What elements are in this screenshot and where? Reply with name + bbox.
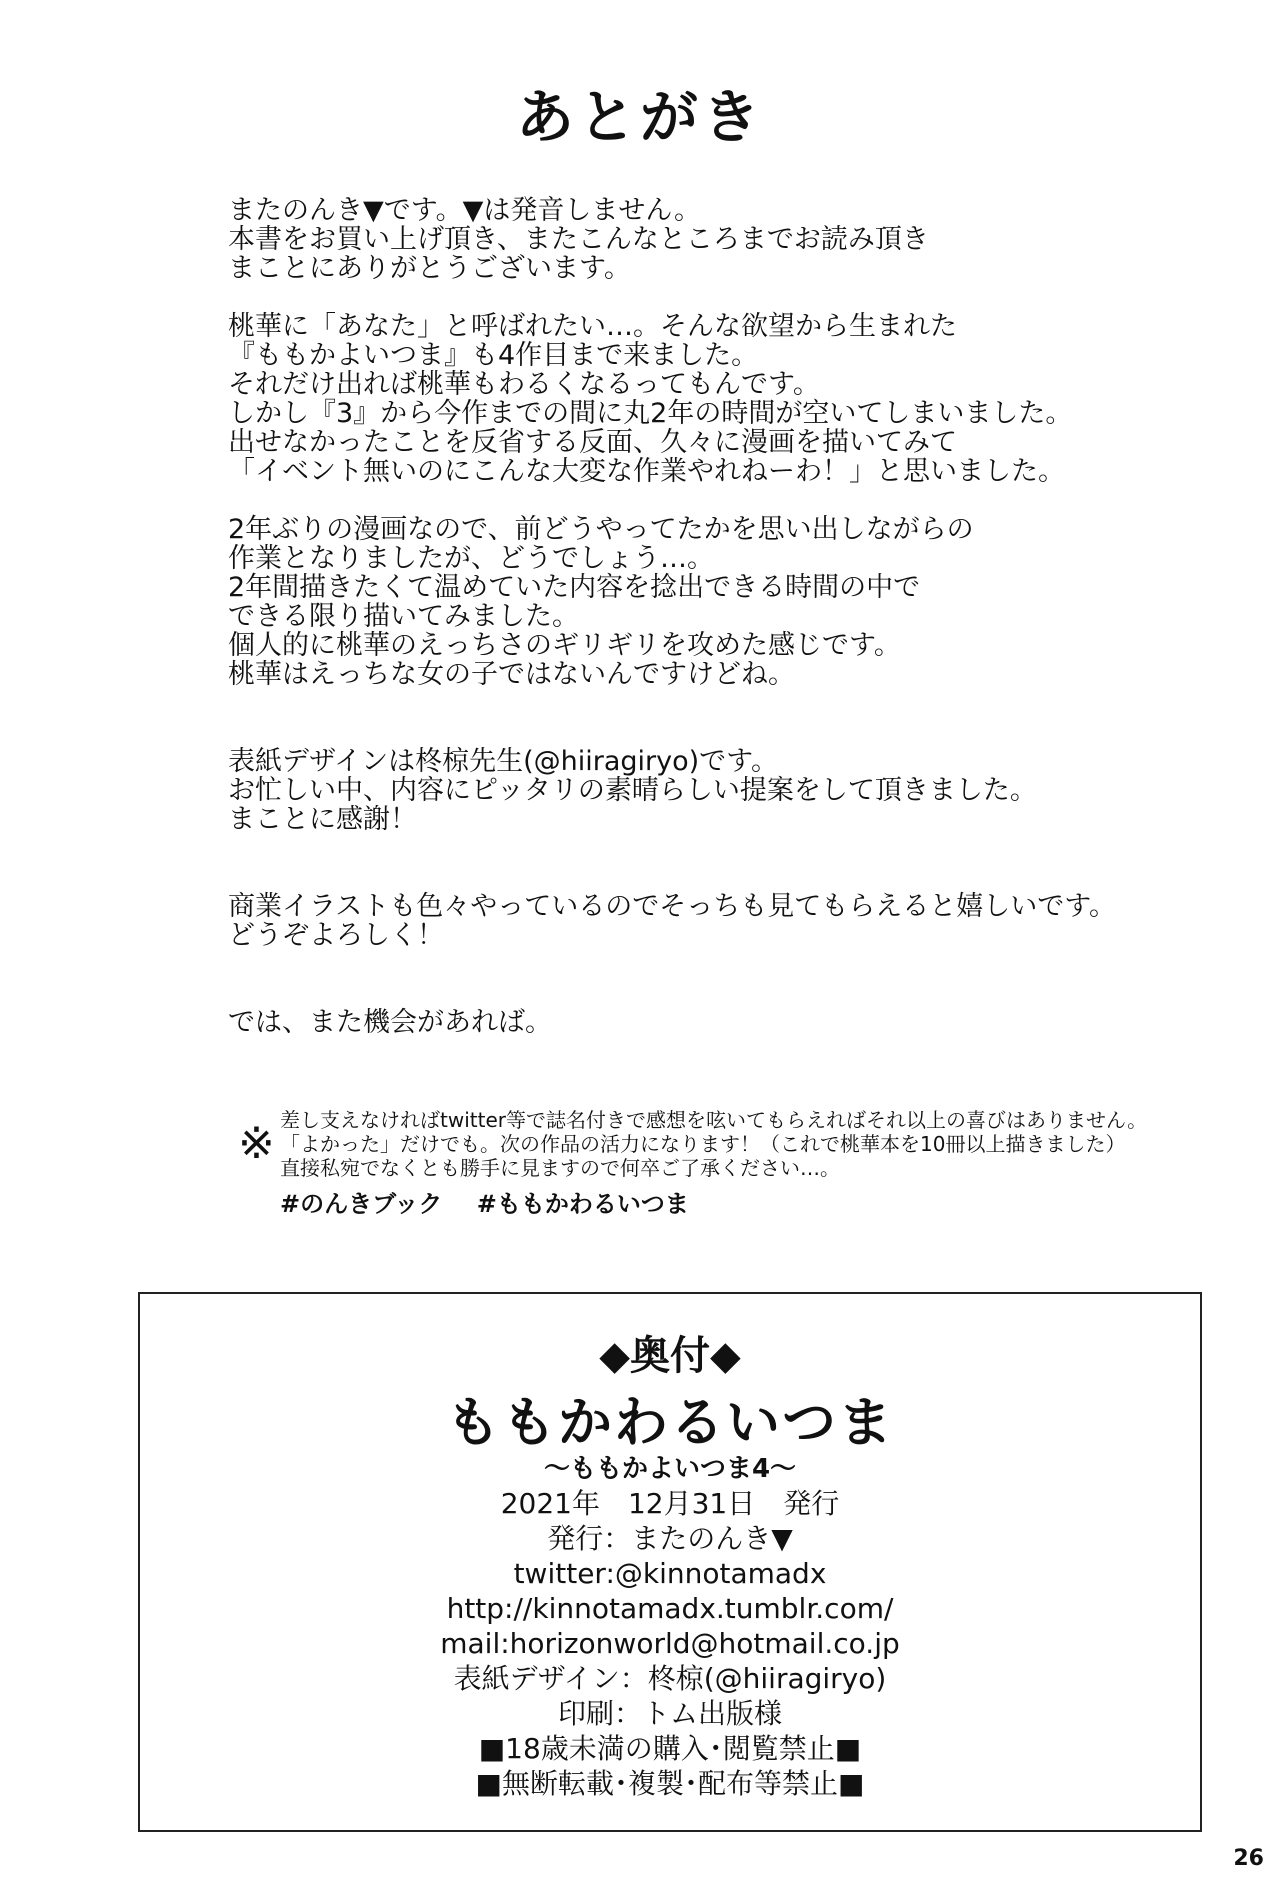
text-line: どうぞよろしく！ — [228, 920, 444, 951]
note-line: 差し支えなければtwitter等で誌名付きで感想を呟いてもらえればそれ以上の喜びはありません。 — [280, 1108, 1148, 1132]
paragraph-commercial — [228, 892, 1228, 950]
page-title: あとがき — [515, 83, 764, 151]
paragraph-series — [228, 312, 1228, 486]
text-line: 「イベント無いのにこんな大変な作業やれねーわ！」と思いました。 — [228, 456, 1065, 487]
page-number: 26 — [1233, 1846, 1264, 1871]
note-line: 直接私宛でなくとも勝手に見ますので何卒ご了承ください…。 — [280, 1156, 840, 1180]
age-restriction: ■18歳未満の購入･閲覧禁止■ — [478, 1732, 862, 1765]
text-line: 『ももかよいつま』も4作目まで来ました。 — [228, 340, 759, 371]
text-line: 商業イラストも色々やっているのでそっちも見てもらえると嬉しいです。 — [228, 891, 1117, 922]
note-line: 「よかった」だけでも。次の作品の活力になります！（これで桃華本を10冊以上描きました） — [280, 1132, 1126, 1156]
hashtags — [280, 1184, 715, 1219]
text-line: 出せなかったことを反省する反面、久々に漫画を描いてみて — [228, 427, 957, 458]
text-line: 本書をお買い上げ頂き、またこんなところまでお読み頂き — [228, 224, 929, 255]
reference-mark-icon: ※ — [238, 1118, 275, 1169]
publisher: 発行：またのんき▼ — [547, 1522, 793, 1555]
text-line: できる限り描いてみました。 — [228, 601, 579, 632]
text-line: またのんき▼です。▼は発音しません。 — [228, 195, 701, 226]
note-lines — [280, 1108, 1147, 1180]
hashtag: #のんきブック — [280, 1190, 443, 1218]
text-line: 桃華はえっちな女の子ではないんですけどね。 — [228, 659, 795, 690]
colophon-details — [140, 1486, 1200, 1801]
text-line: 個人的に桃華のえっちさのギリギリを攻めた感じです。 — [228, 630, 901, 661]
text-line: 2年ぶりの漫画なので、前どうやってたかを思い出しながらの — [228, 514, 974, 545]
colophon-heading: ◆奥付◆ — [599, 1333, 741, 1379]
paragraph-cover-design — [228, 747, 1228, 834]
text-line: それだけ出れば桃華もわるくなるってもんです。 — [228, 369, 820, 400]
text-line: まことにありがとうございます。 — [228, 253, 631, 284]
text-line: しかし『3』から今作までの間に丸2年の時間が空いてしまいました。 — [228, 398, 1073, 429]
website-url: http://kinnotamadx.tumblr.com/ — [446, 1592, 894, 1625]
paragraph-greeting — [228, 196, 1228, 283]
text-line: 桃華に「あなた」と呼ばれたい…。そんな欲望から生まれた — [228, 311, 957, 342]
reproduction-notice: ■無断転載･複製･配布等禁止■ — [475, 1767, 865, 1800]
text-line: まことに感謝！ — [228, 804, 417, 835]
email-address: mail:horizonworld@hotmail.co.jp — [440, 1627, 900, 1660]
paragraph-closing — [228, 1008, 1228, 1037]
afterword-body — [228, 196, 1228, 1037]
text-line: お忙しい中、内容にピッタリの素晴らしい提案をして頂きました。 — [228, 775, 1037, 806]
cover-designer: 表紙デザイン：柊椋(@hiiragiryo) — [453, 1662, 887, 1695]
hashtag: #ももかわるいつま — [476, 1190, 689, 1218]
twitter-handle: twitter:@kinnotamadx — [513, 1557, 827, 1590]
book-subtitle: 〜ももかよいつま4〜 — [543, 1454, 797, 1484]
text-line: 表紙デザインは柊椋先生(@hiiragiryo)です。 — [228, 746, 779, 777]
text-line: 作業となりましたが、どうでしょう…。 — [228, 543, 714, 574]
printer: 印刷：トム出版様 — [557, 1697, 782, 1730]
text-line: 2年間描きたくて温めていた内容を捻出できる時間の中で — [228, 572, 921, 603]
publish-date: 2021年 12月31日 発行 — [500, 1487, 840, 1520]
book-title: ももかわるいつま — [446, 1391, 894, 1454]
text-line: では、また機会があれば。 — [228, 1007, 552, 1038]
colophon-box — [138, 1292, 1202, 1832]
paragraph-process — [228, 515, 1228, 689]
